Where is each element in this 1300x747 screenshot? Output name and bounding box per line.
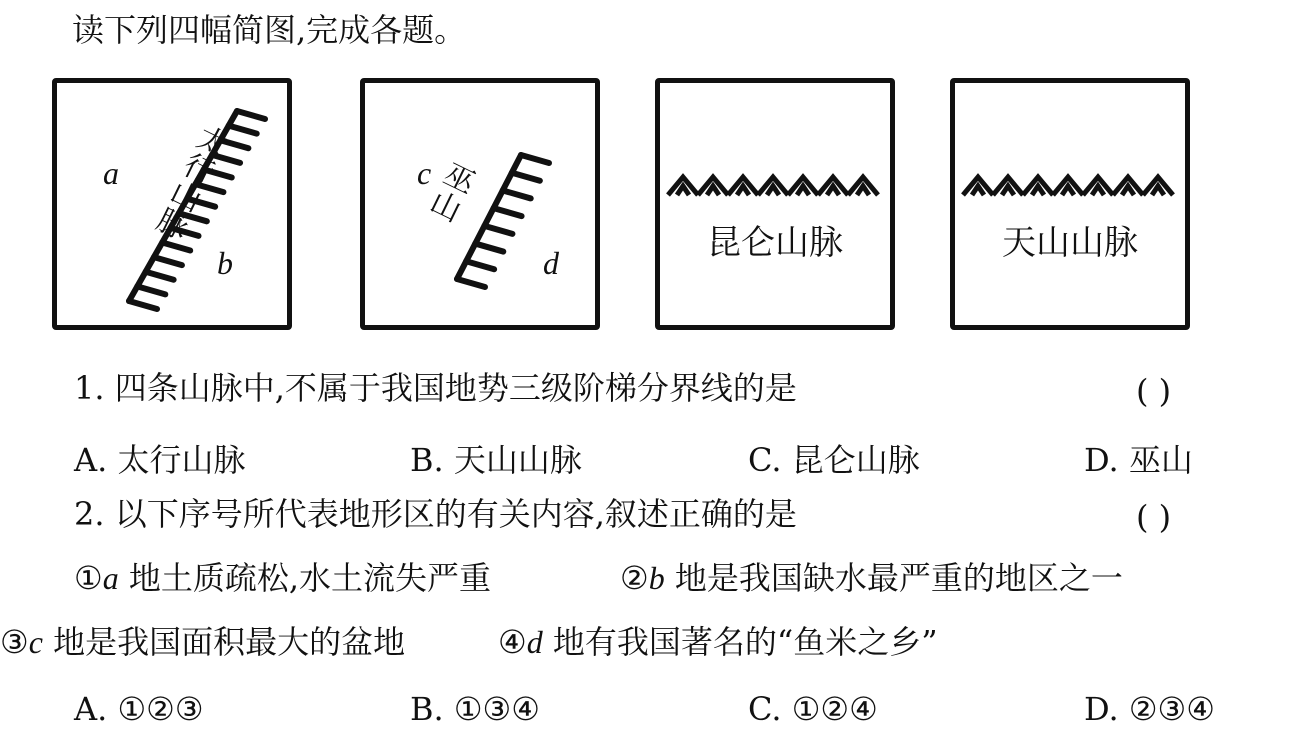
ridge-tick bbox=[237, 111, 265, 119]
figure-wushan-title: 巫山 bbox=[424, 156, 481, 229]
letter-a: a bbox=[103, 155, 119, 191]
mountain-range-icon bbox=[955, 83, 1185, 325]
q2-option-d: D. ②③④ bbox=[1084, 690, 1215, 728]
ridge-tick bbox=[137, 286, 165, 294]
intro-text: 读下列四幅简图,完成各题。 bbox=[72, 11, 467, 49]
letter-c: c bbox=[417, 155, 432, 191]
statement-3: ③c 地是我国面积最大的盆地 bbox=[0, 623, 406, 661]
q1-option-c: C. 昆仑山脉 bbox=[748, 441, 920, 479]
figure-tianshan-title: 天山山脉 bbox=[1002, 223, 1138, 263]
question-1-answer-blank: ( ) bbox=[1136, 372, 1172, 410]
ridge-tick bbox=[475, 244, 503, 252]
peak-mark-inner bbox=[767, 186, 779, 195]
statement-4: ④d 地有我国著名的“鱼米之乡” bbox=[498, 623, 938, 661]
letter-d: d bbox=[543, 245, 559, 281]
q2-option-b: B. ①③④ bbox=[410, 690, 540, 728]
peak-mark-inner bbox=[857, 186, 869, 195]
q2-option-a: A. ①②③ bbox=[74, 690, 204, 728]
peak-mark-inner bbox=[1122, 186, 1134, 195]
peak-mark-inner bbox=[797, 186, 809, 195]
ridge-tick bbox=[512, 173, 540, 181]
ridge-tick bbox=[129, 301, 157, 309]
ridge-tick bbox=[457, 279, 485, 287]
figure-kunlun bbox=[655, 78, 895, 330]
letter-b: b bbox=[217, 245, 233, 281]
ridge-tick bbox=[503, 190, 531, 198]
ridge-tick bbox=[484, 226, 512, 234]
figure-taihang bbox=[52, 78, 292, 330]
peak-mark-inner bbox=[972, 186, 984, 195]
figure-wushan bbox=[360, 78, 600, 330]
figure-kunlun-title: 昆仑山脉 bbox=[707, 223, 843, 263]
ridge-tick bbox=[146, 272, 174, 280]
peak-mark-inner bbox=[677, 186, 689, 195]
peak-mark-inner bbox=[737, 186, 749, 195]
q1-option-b: B. 天山山脉 bbox=[410, 441, 582, 479]
q1-option-d: D. 巫山 bbox=[1084, 441, 1193, 479]
ridge-tick bbox=[521, 155, 549, 163]
question-2-stem: 2. 以下序号所代表地形区的有关内容,叙述正确的是 bbox=[74, 495, 797, 533]
mountain-range-icon bbox=[365, 83, 595, 325]
ridge-tick bbox=[154, 257, 182, 265]
figure-tianshan bbox=[950, 78, 1190, 330]
statement-2: ②b 地是我国缺水最严重的地区之一 bbox=[620, 559, 1123, 597]
peak-mark-inner bbox=[1002, 186, 1014, 195]
peak-mark-inner bbox=[1032, 186, 1044, 195]
ridge-tick bbox=[466, 261, 494, 269]
mountain-range-icon bbox=[660, 83, 890, 325]
peak-mark-inner bbox=[1092, 186, 1104, 195]
q2-option-c: C. ①②④ bbox=[748, 690, 878, 728]
peak-mark-inner bbox=[1062, 186, 1074, 195]
statement-1: ①a 地土质疏松,水土流失严重 bbox=[74, 559, 492, 597]
peak-mark-inner bbox=[1152, 186, 1164, 195]
question-2-answer-blank: ( ) bbox=[1136, 498, 1172, 536]
question-1-stem: 1. 四条山脉中,不属于我国地势三级阶梯分界线的是 bbox=[74, 369, 797, 407]
peak-mark-inner bbox=[707, 186, 719, 195]
q1-option-a: A. 太行山脉 bbox=[74, 441, 246, 479]
ridge-tick bbox=[494, 208, 522, 216]
peak-mark-inner bbox=[827, 186, 839, 195]
figure-taihang-title: 太行山脉 bbox=[151, 119, 234, 248]
